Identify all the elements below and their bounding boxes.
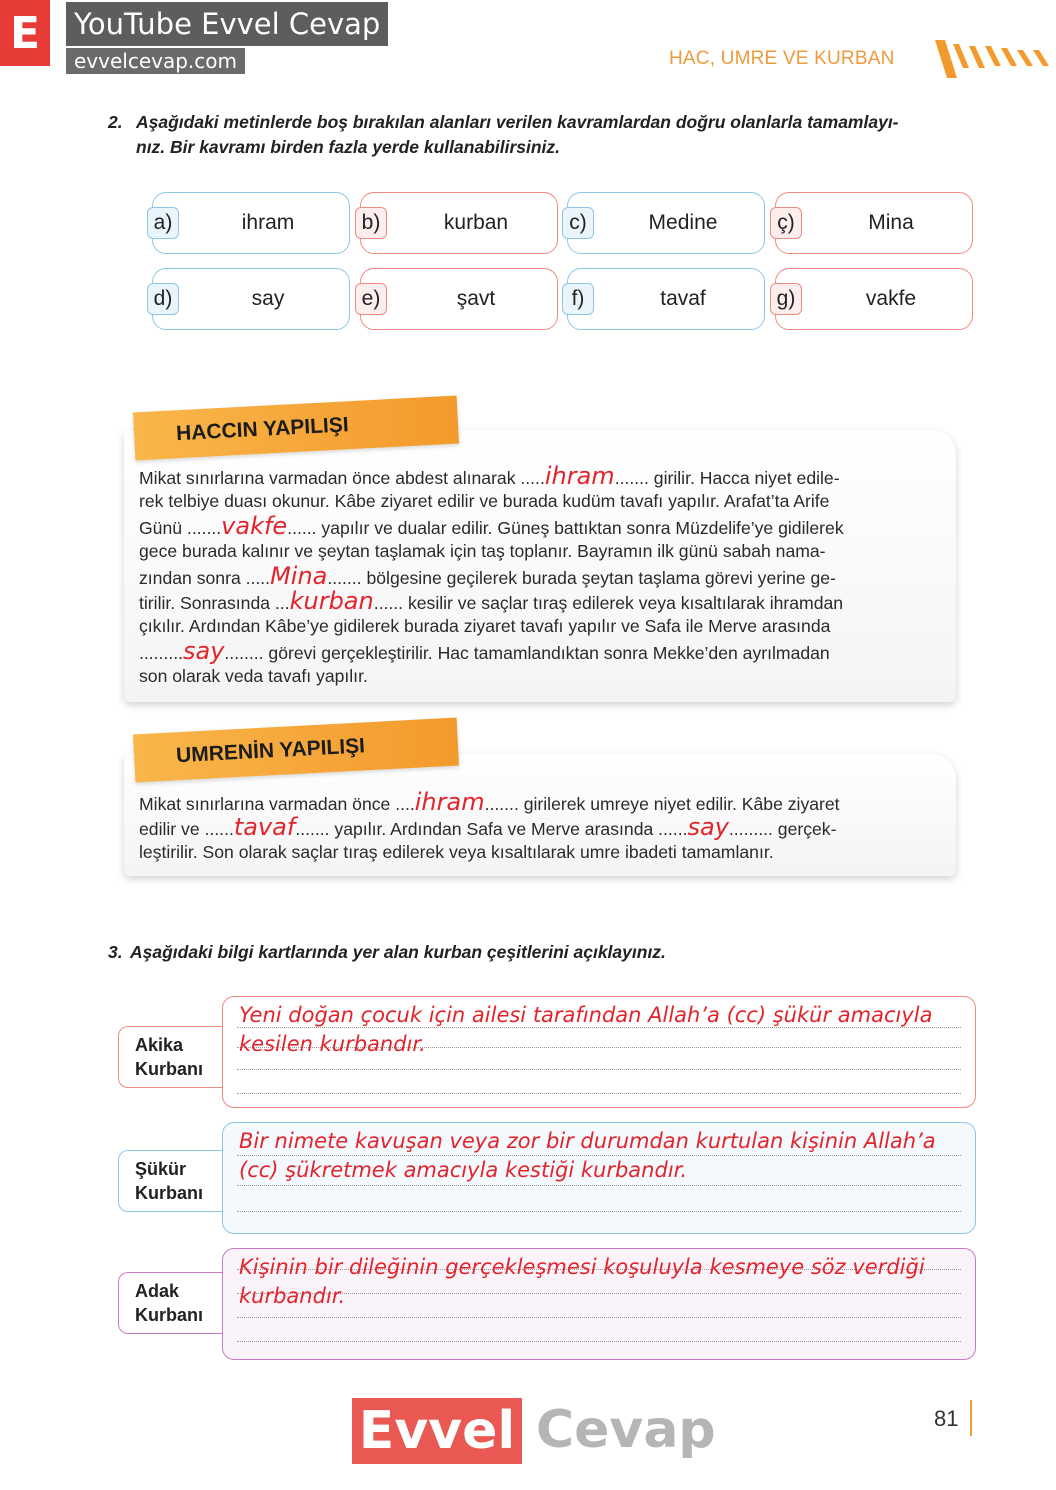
hac-line-7: çıkılır. Ardından Kâbe’ye gidilerek burada ziyaret tavafı yapılır ve Safa ile Merve arasında: [139, 616, 831, 636]
kurban-label-akika: Akika Kurbanı: [118, 1026, 222, 1088]
hac-line-8: .........say........ görevi gerçekleştirilir. Hac tamamlandıktan sonra Mekke’den ayrılmadan: [139, 637, 830, 665]
option-letter: f): [562, 283, 594, 315]
chapter-title: HAC, UMRE VE KURBAN: [669, 48, 895, 69]
question-2-line2: nız. Bir kavramı birden fazla yerde kullanabilirsiniz.: [136, 137, 561, 157]
option-d: [152, 268, 350, 330]
hac-line-2: rek telbiye duası okunur. Kâbe ziyaret edilir ve burada kudüm tavafı yapılır. Arafat’ta Arife: [139, 491, 830, 511]
option-word: şavt: [456, 287, 496, 310]
answer-ihram: ihram: [414, 788, 485, 816]
hac-line-6: tirilir. Sonrasında ...kurban...... kesilir ve saçlar tıraş edilerek veya kısaltılarak ihramdan: [139, 587, 844, 615]
umre-line-1: Mikat sınırlarına varmadan önce ....ihram....... girilerek umreye niyet edilir. Kâbe ziyaret: [139, 788, 840, 816]
option-letter: ç): [770, 207, 802, 239]
answer-say: say: [687, 813, 729, 841]
answer-ihram: ihram: [544, 462, 615, 490]
answer-mina: Mina: [270, 562, 328, 590]
option-letter: g): [770, 283, 802, 315]
answer-tavaf: tavaf: [233, 813, 296, 841]
umre-line-2: edilir ve ......tavaf....... yapılır. Ardından Safa ve Merve arasında ......say......... gerçek-: [139, 813, 837, 841]
answer-say: say: [183, 637, 225, 665]
hac-line-3: Günü .......vakfe...... yapılır ve dualar edilir. Güneş battıktan sonra Müzdelife’ye gidilerek: [139, 512, 844, 540]
kurban-card-adak: [222, 1248, 976, 1360]
umre-title: UMRENİN YAPILIŞI: [133, 718, 459, 783]
option-letter: e): [355, 283, 387, 315]
option-c: [567, 192, 765, 254]
hac-line-9: son olarak veda tavafı yapılır.: [139, 666, 368, 686]
hac-line-4: gece burada kalınır ve şeytan taşlamak için taş toplanır. Bayramın ilk günü sabah nama-: [139, 541, 826, 561]
option-word: Medine: [648, 211, 718, 234]
brand-logo: E: [0, 0, 50, 66]
option-letter: c): [562, 207, 594, 239]
option-c-cedilla: [775, 192, 973, 254]
handwritten-answer: Yeni doğan çocuk için ailesi tarafından Allah’a (cc) şükür amacıyla kesilen kurbandır.: [239, 1003, 933, 1056]
option-word: kurban: [443, 211, 509, 234]
option-letter: b): [355, 207, 387, 239]
option-word: vakfe: [865, 287, 917, 310]
handwritten-answer: Kişinin bir dileğinin gerçekleşmesi koşuluyla kesmeye söz verdiği kurbandır.: [239, 1255, 925, 1308]
option-b: [360, 192, 558, 254]
answer-kurban: kurban: [289, 587, 374, 615]
hac-line-1: Mikat sınırlarına varmadan önce abdest alınarak .....ihram....... girilir. Hacca niyet edile-: [139, 462, 840, 490]
footer-logo-evvel: Evvel: [352, 1398, 522, 1464]
option-g: [775, 268, 973, 330]
umre-line-3: leştirilir. Son olarak saçlar tıraş edilerek veya kısaltılarak umre ibadeti tamamlanır.: [139, 842, 774, 862]
option-letter: d): [147, 283, 179, 315]
header-stripes-decoration: [935, 40, 1055, 80]
question-3-number: 3.: [108, 942, 123, 962]
option-word: say: [251, 287, 285, 310]
kurban-card-akika: [222, 996, 976, 1108]
option-word: Mina: [868, 211, 914, 234]
kurban-label-sukur: Şükür Kurbanı: [118, 1150, 222, 1212]
answer-vakfe: vakfe: [221, 512, 288, 540]
option-f: [567, 268, 765, 330]
kurban-card-sukur: [222, 1122, 976, 1234]
option-a: [152, 192, 350, 254]
kurban-label-adak: Adak Kurbanı: [118, 1272, 222, 1334]
option-e: [360, 268, 558, 330]
handwritten-answer: Bir nimete kavuşan veya zor bir durumdan kurtulan kişinin Allah’a (cc) şükretmek amacıyla kestiği kurbandır.: [239, 1129, 936, 1182]
footer-logo-cevap: Cevap: [536, 1400, 716, 1460]
question-2-line1: Aşağıdaki metinlerde boş bırakılan alanları verilen kavramlardan doğru olanlarla tamamlayı-: [136, 112, 899, 132]
page-number: 81: [934, 1406, 959, 1431]
option-word: ihram: [241, 211, 295, 234]
question-3-text: Aşağıdaki bilgi kartlarında yer alan kurban çeşitlerini açıklayınız.: [130, 942, 666, 962]
page-number-divider: [970, 1400, 972, 1436]
brand-title: YouTube Evvel Cevap: [66, 2, 388, 46]
question-2-number: 2.: [108, 112, 123, 132]
brand-site: evvelcevap.com: [66, 48, 245, 74]
hac-title: HACCIN YAPILIŞI: [133, 396, 459, 461]
option-letter: a): [147, 207, 179, 239]
option-word: tavaf: [660, 287, 706, 310]
hac-line-5: zından sonra .....Mina....... bölgesine geçilerek burada şeytan taşlama görevi yerine ge-: [139, 562, 836, 590]
